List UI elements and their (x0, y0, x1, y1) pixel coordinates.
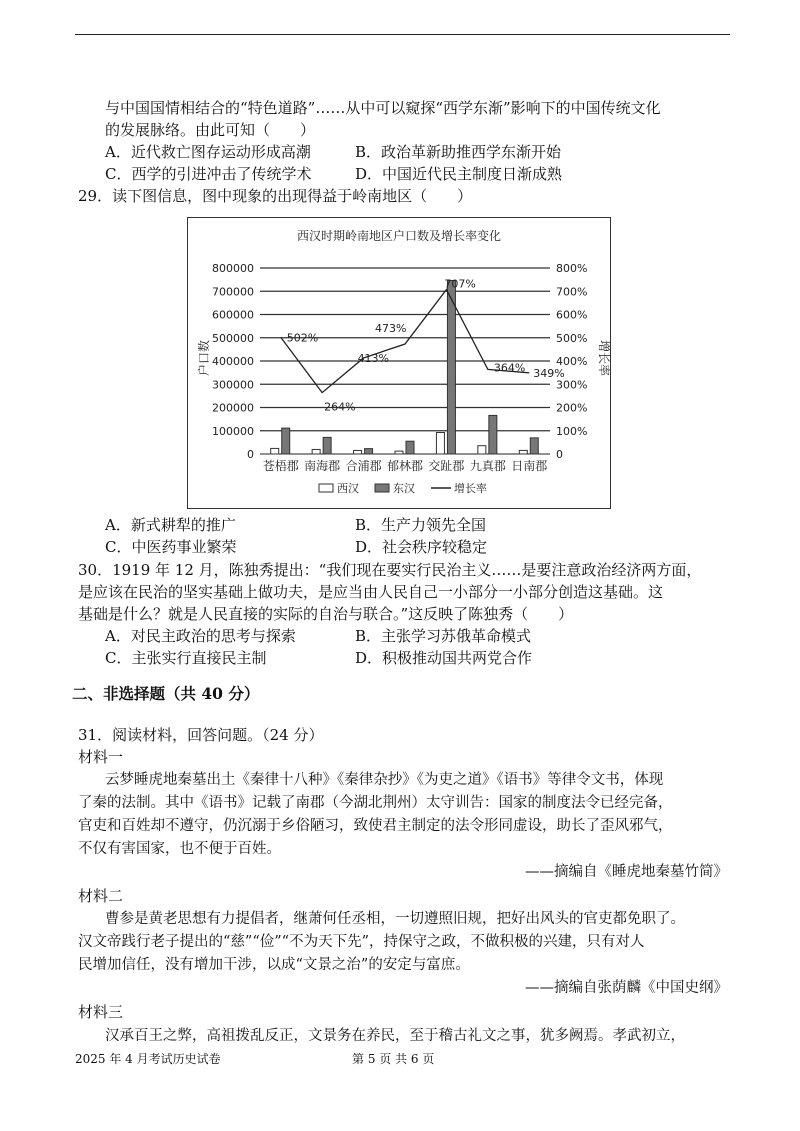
bar-xihan (478, 446, 486, 454)
y-tick-label: 400000 (212, 355, 254, 368)
x-tick-label: 苍梧郡 (262, 459, 299, 473)
bar-xihan (436, 433, 444, 454)
x-tick-label: 日南郡 (511, 459, 548, 473)
x-tick-label: 郁林郡 (386, 459, 424, 473)
material-1-source: ——摘编自《睡虎地秦墓竹简》 (525, 864, 728, 880)
bar-xihan (312, 449, 320, 454)
growth-rate-label: 349% (533, 366, 565, 380)
y-tick-label: 300000 (212, 378, 254, 392)
material-1-line1: 云梦睡虎地秦墓出土《秦律十八种》《秦律杂抄》《为吏之道》《语书》等律令文书，体现 (105, 772, 664, 788)
q30-stem-line3: 基础是什么？就是人民直接的实际的自治与联合。”这反映了陈独秀（ ） (78, 605, 574, 623)
section-title: 二、非选择题（共 40 分） (72, 684, 260, 703)
bar-donghan (530, 438, 538, 454)
y2-tick-label: 600% (556, 308, 588, 322)
y2-tick-label: 500% (556, 331, 588, 345)
growth-rate-label: 364% (493, 361, 526, 375)
bar-xihan (354, 450, 362, 454)
y2-tick-label: 100% (556, 424, 588, 438)
material-1-line2: 了秦的法制。其中《语书》记载了南郡（今湖北荆州）太守训告：国家的制度法令已经完备， (78, 795, 673, 811)
footer-exam-title: 2025 年 4 月考试历史试卷 (75, 1052, 221, 1066)
material-2-line3: 民增加信任，没有增加干涉，以成“文景之治”的安定与富庶。 (78, 957, 470, 973)
bar-xihan (519, 450, 527, 454)
chart-legend (319, 481, 487, 495)
q29-stem: 29．读下图信息，图中现象的出现得益于岭南地区（ ） (78, 187, 473, 205)
x-tick-label: 九真郡 (469, 459, 506, 473)
q29-option-c[interactable]: C．中医药事业繁荣 (105, 538, 237, 556)
q28-option-a[interactable]: A．近代救亡图存运动形成高潮 (105, 143, 311, 161)
q30-option-a[interactable]: A．对民主政治的思考与探索 (105, 627, 296, 645)
q28-cont-line1: 与中国国情相结合的“特色道路”……从中可以窥探“西学东渐”影响下的中国传统文化 (105, 99, 661, 117)
legend-label-donghan: 东汉 (393, 482, 415, 495)
material-3-title: 材料三 (78, 1003, 124, 1021)
y2-tick-label: 400% (556, 355, 588, 368)
bar-donghan (365, 449, 373, 454)
y-tick-label: 0 (247, 448, 254, 461)
population-growth-chart (188, 218, 610, 508)
q29-option-a[interactable]: A．新式耕犁的推广 (105, 516, 236, 534)
q30-stem-line2: 是应该在民治的坚实基础上做功夫，是应当由人民自己一小部分一小部分创造这基础。这 (78, 583, 664, 601)
y-axis-label: 户口数 (197, 339, 211, 377)
bar-donghan (489, 415, 497, 454)
footer-page-number: 第 5 页 共 6 页 (352, 1052, 435, 1066)
growth-rate-label: 502% (286, 331, 319, 345)
y-tick-label: 200000 (212, 401, 254, 415)
y2-axis-label: 增长率 (597, 339, 610, 377)
bar-xihan (395, 451, 403, 454)
chart-title: 西汉时期岭南地区户口数及增长率变化 (296, 229, 502, 243)
y2-tick-label: 800% (556, 262, 588, 275)
y-tick-label: 600000 (212, 308, 254, 322)
growth-rate-label: 413% (357, 351, 390, 365)
y-tick-label: 100000 (212, 424, 254, 438)
bar-donghan (323, 437, 331, 454)
legend-swatch-donghan (375, 484, 389, 492)
y2-tick-label: 300% (556, 378, 588, 392)
y2-tick-label: 200% (556, 401, 588, 415)
legend-swatch-xihan (319, 484, 333, 492)
material-1-title: 材料一 (78, 748, 124, 766)
q28-option-b[interactable]: B．政治革新助推西学东渐开始 (355, 143, 562, 161)
legend-label-xihan: 西汉 (337, 482, 359, 495)
bar-donghan (447, 280, 455, 454)
bar-donghan (282, 428, 290, 454)
growth-rate-label: 264% (324, 400, 356, 414)
bar-xihan (271, 448, 279, 454)
y-tick-label: 500000 (212, 331, 254, 345)
material-3-line1: 汉承百王之弊，高祖拨乱反正，文景务在养民，至于稽古礼文之事，犹多阙焉。孝武初立， (105, 1028, 685, 1044)
q28-option-d[interactable]: D．中国近代民主制度日渐成熟 (355, 165, 563, 183)
growth-rate-label: 707% (444, 277, 476, 291)
material-1-line4: 不仅有害国家，也不便于百姓。 (78, 841, 281, 857)
y-tick-label: 800000 (212, 262, 254, 275)
y-tick-label: 700000 (212, 285, 254, 299)
material-2-line2: 汉文帝践行老子提出的“慈”“俭”“不为天下先”，持保守之政，不做积极的兴建，只有对人 (78, 934, 645, 950)
material-2-title: 材料二 (78, 887, 124, 905)
q30-option-b[interactable]: B．主张学习苏俄革命模式 (355, 627, 532, 645)
bar-donghan (406, 441, 414, 454)
q28-option-c[interactable]: C．西学的引进冲击了传统学术 (105, 165, 312, 183)
q29-option-b[interactable]: B．生产力领先全国 (355, 516, 487, 534)
q29-option-d[interactable]: D．社会秩序较稳定 (355, 538, 488, 556)
material-2-line1: 曹参是黄老思想有力提倡者，继萧何任丞相，一切遵照旧规，把好出风头的官吏都免职了。 (105, 911, 685, 927)
material-2-source: ——摘编自张荫麟《中国史纲》 (525, 980, 728, 996)
y2-tick-label: 700% (556, 285, 588, 299)
x-tick-label: 南海郡 (304, 459, 341, 473)
header-rule (75, 34, 730, 35)
q30-stem-line1: 30．1919 年 12 月，陈独秀提出：“我们现在要实行民治主义……是要注意政治经济两方面， (78, 561, 702, 579)
q30-option-c[interactable]: C．主张实行直接民主制 (105, 649, 267, 667)
y2-tick-label: 0 (556, 448, 563, 461)
q30-option-d[interactable]: D．积极推动国共两党合作 (355, 649, 533, 667)
x-tick-label: 合浦郡 (345, 459, 382, 473)
q28-cont-line2: 的发展脉络。由此可知（ ） (105, 121, 316, 139)
material-1-line3: 官吏和百姓却不遵守，仍沉溺于乡俗陋习，致使君主制定的法令形同虚设，助长了歪风邪气， (78, 818, 673, 834)
chart-frame (187, 217, 611, 509)
q31-stem: 31．阅读材料，回答问题。（24 分） (78, 726, 324, 744)
legend-label-growth: 增长率 (454, 482, 487, 495)
x-tick-label: 交趾郡 (428, 459, 465, 473)
growth-rate-label: 473% (375, 322, 407, 336)
